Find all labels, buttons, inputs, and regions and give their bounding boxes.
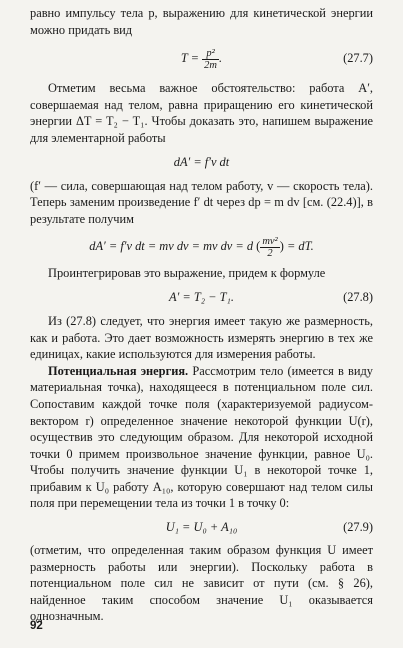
paragraph-6-body: Рассмотрим тело (имеется в виду материальная точка), находящееся в потенциальном поле сил. Сопоставим каждой точке поля (характеризуемой радиусом-вектором r) определенное значение некоторой функции U(r), осуществив это следующим образом. Для некоторой исходной точки 0 примем произвольное значение функции, равное U₀. Чтобы получить значение функции U₁ в некоторой точке 1, прибавим к U₀ работу A₁₀, которую совершают над телом силы поля при перемещении тела из точки 1 в точку 0: — [30, 363, 373, 511]
equation-chain-right: = dT. — [286, 239, 314, 254]
paragraph-1: равно импульсу тела p, выражению для кинетической энергии можно придать вид — [30, 6, 373, 37]
equation-number-27-9: (27.9) — [343, 520, 373, 535]
fraction-denominator: 2 — [267, 248, 273, 259]
equation-27-9-text: U₁ = U₀ + A₁₀ — [165, 520, 238, 535]
fraction-mv2-2 — [260, 236, 279, 259]
equation-chain-left: dA′ = f′v dt = mv dv = mv dv = d — [89, 239, 254, 254]
paragraph-3: (f′ — сила, совершающая над телом работу, v — скорость тела). Теперь заменим произведение f′ dt через dp = m dv [см. (22.4)], в результате получим — [30, 178, 373, 226]
equation-27-9 — [30, 517, 373, 537]
paragraph-4: Проинтегрировав это выражение, придем к формуле — [48, 266, 326, 281]
fraction-numerator: p² — [202, 48, 219, 60]
equation-number-27-8: (27.8) — [343, 289, 373, 304]
paragraph-2: Отметим весьма важное обстоятельство: работа A′, совершаемая над телом, равна приращению его кинетической энергии ΔT = T₂ − T₁. Чтобы доказать это, напишем выражение для элементарной работы — [30, 81, 373, 145]
paragraph-6 — [30, 363, 373, 512]
equation-elementary-work: dA′ = f′v dt — [173, 154, 230, 169]
fraction-denominator: 2m — [204, 59, 217, 71]
fraction-p2-2m — [202, 48, 219, 71]
paragraph-7: (отметим, что определенная таким образом функция U имеет размерность работы или энергии). Поскольку работа в потенциальном поле сил не зависит от пути (см. § 26), найденное таким способом значение U₁ оказывается однозначным. — [30, 543, 373, 624]
fraction-numerator: mv² — [262, 236, 278, 247]
equation-work-chain: dA′ = f′v dt = mv dv = mv dv = d ( $\frac{\text{mv²}}{2}$ ) = dT. — [89, 236, 314, 259]
paragraph-5: Из (27.8) следует, что энергия имеет такую же размерность, как и работа. Это дает возможность измерять энергию в тех же единицах, какие используются для измерения работы. — [30, 313, 373, 362]
page-number: 92 — [30, 620, 43, 632]
equation-27-7-tail: . — [218, 51, 223, 66]
section-heading-potential-energy: Потенциальная энергия. — [48, 363, 189, 378]
equation-27-8 — [30, 287, 373, 307]
equation-27-8-text: A′ = T₂ − T₁. — [169, 289, 234, 304]
equation-27-7-lhs: T = — [180, 51, 200, 66]
equation-27-7 — [30, 46, 373, 70]
equation-number-27-7: (27.7) — [343, 51, 373, 66]
